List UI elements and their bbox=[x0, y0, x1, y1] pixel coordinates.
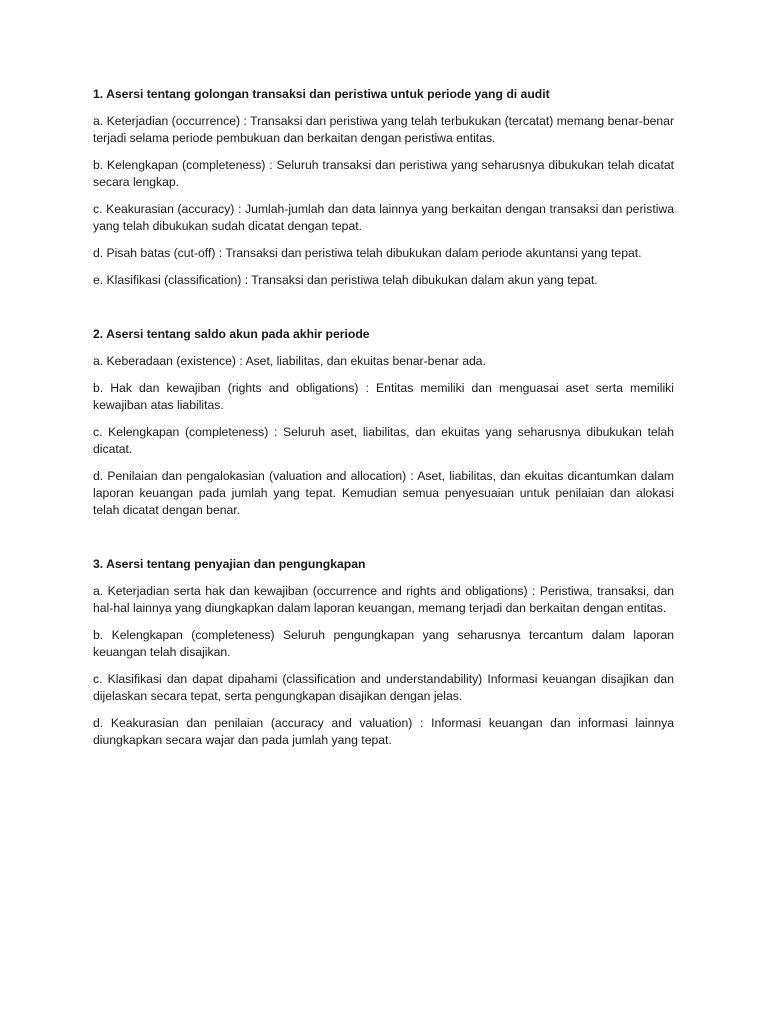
assertion-item: b. Kelengkapan (completeness) Seluruh pengungkapan yang seharusnya tercantum dalam laporan keuangan telah disajikan. bbox=[93, 628, 674, 659]
assertion-item: c. Kelengkapan (completeness) : Seluruh aset, liabilitas, dan ekuitas yang seharusnya dibukukan telah dicatat. bbox=[93, 425, 674, 456]
assertion-item: c. Keakurasian (accuracy) : Jumlah-jumlah dan data lainnya yang berkaitan dengan transaksi dan peristiwa yang telah dibukukan sudah dicatat dengan tepat. bbox=[93, 202, 674, 233]
section-2 bbox=[93, 326, 674, 519]
assertion-item: a. Keterjadian (occurrence) : Transaksi dan peristiwa yang telah terbukukan (tercatat) memang benar-benar terjadi selama periode pembukuan dan berkaitan dengan peristiwa entitas. bbox=[93, 114, 674, 145]
assertion-item: e. Klasifikasi (classification) : Transaksi dan peristiwa telah dibukukan dalam akun yang tepat. bbox=[93, 273, 598, 287]
assertion-item: d. Pisah batas (cut-off) : Transaksi dan peristiwa telah dibukukan dalam periode akuntansi yang tepat. bbox=[93, 246, 642, 260]
section-heading: 2. Asersi tentang saldo akun pada akhir periode bbox=[93, 327, 370, 341]
section-3 bbox=[93, 556, 674, 749]
assertion-item: a. Keberadaan (existence) : Aset, liabilitas, dan ekuitas benar-benar ada. bbox=[93, 354, 486, 368]
section-1 bbox=[93, 86, 674, 289]
section-heading: 3. Asersi tentang penyajian dan pengungkapan bbox=[93, 557, 366, 571]
section-heading: 1. Asersi tentang golongan transaksi dan peristiwa untuk periode yang di audit bbox=[93, 87, 550, 101]
assertion-item: b. Hak dan kewajiban (rights and obligations) : Entitas memiliki dan menguasai aset serta memiliki kewajiban atas liabilitas. bbox=[93, 381, 674, 412]
assertion-item: d. Keakurasian dan penilaian (accuracy and valuation) : Informasi keuangan dan informasi lainnya diungkapkan secara wajar dan pada jumlah yang tepat. bbox=[93, 716, 674, 747]
assertion-item: a. Keterjadian serta hak dan kewajiban (occurrence and rights and obligations) : Peristiwa, transaksi, dan hal-hal lainnya yang diungkapkan dalam laporan keuangan, memang terjadi dan berkaitan dengan entitas. bbox=[93, 584, 674, 615]
document-body bbox=[93, 86, 674, 759]
assertion-item: d. Penilaian dan pengalokasian (valuation and allocation) : Aset, liabilitas, dan ekuitas dicantumkan dalam laporan keuangan pada jumlah yang tepat. Kemudian semua penyesuaian untuk penilaian dan alokasi telah dicatat dengan benar. bbox=[93, 469, 674, 517]
assertion-item: c. Klasifikasi dan dapat dipahami (classification and understandability) Informasi keuangan disajikan dan dijelaskan secara tepat, serta pengungkapan disajikan dengan jelas. bbox=[93, 672, 674, 703]
assertion-item: b. Kelengkapan (completeness) : Seluruh transaksi dan peristiwa yang seharusnya dibukukan telah dicatat secara lengkap. bbox=[93, 158, 674, 189]
